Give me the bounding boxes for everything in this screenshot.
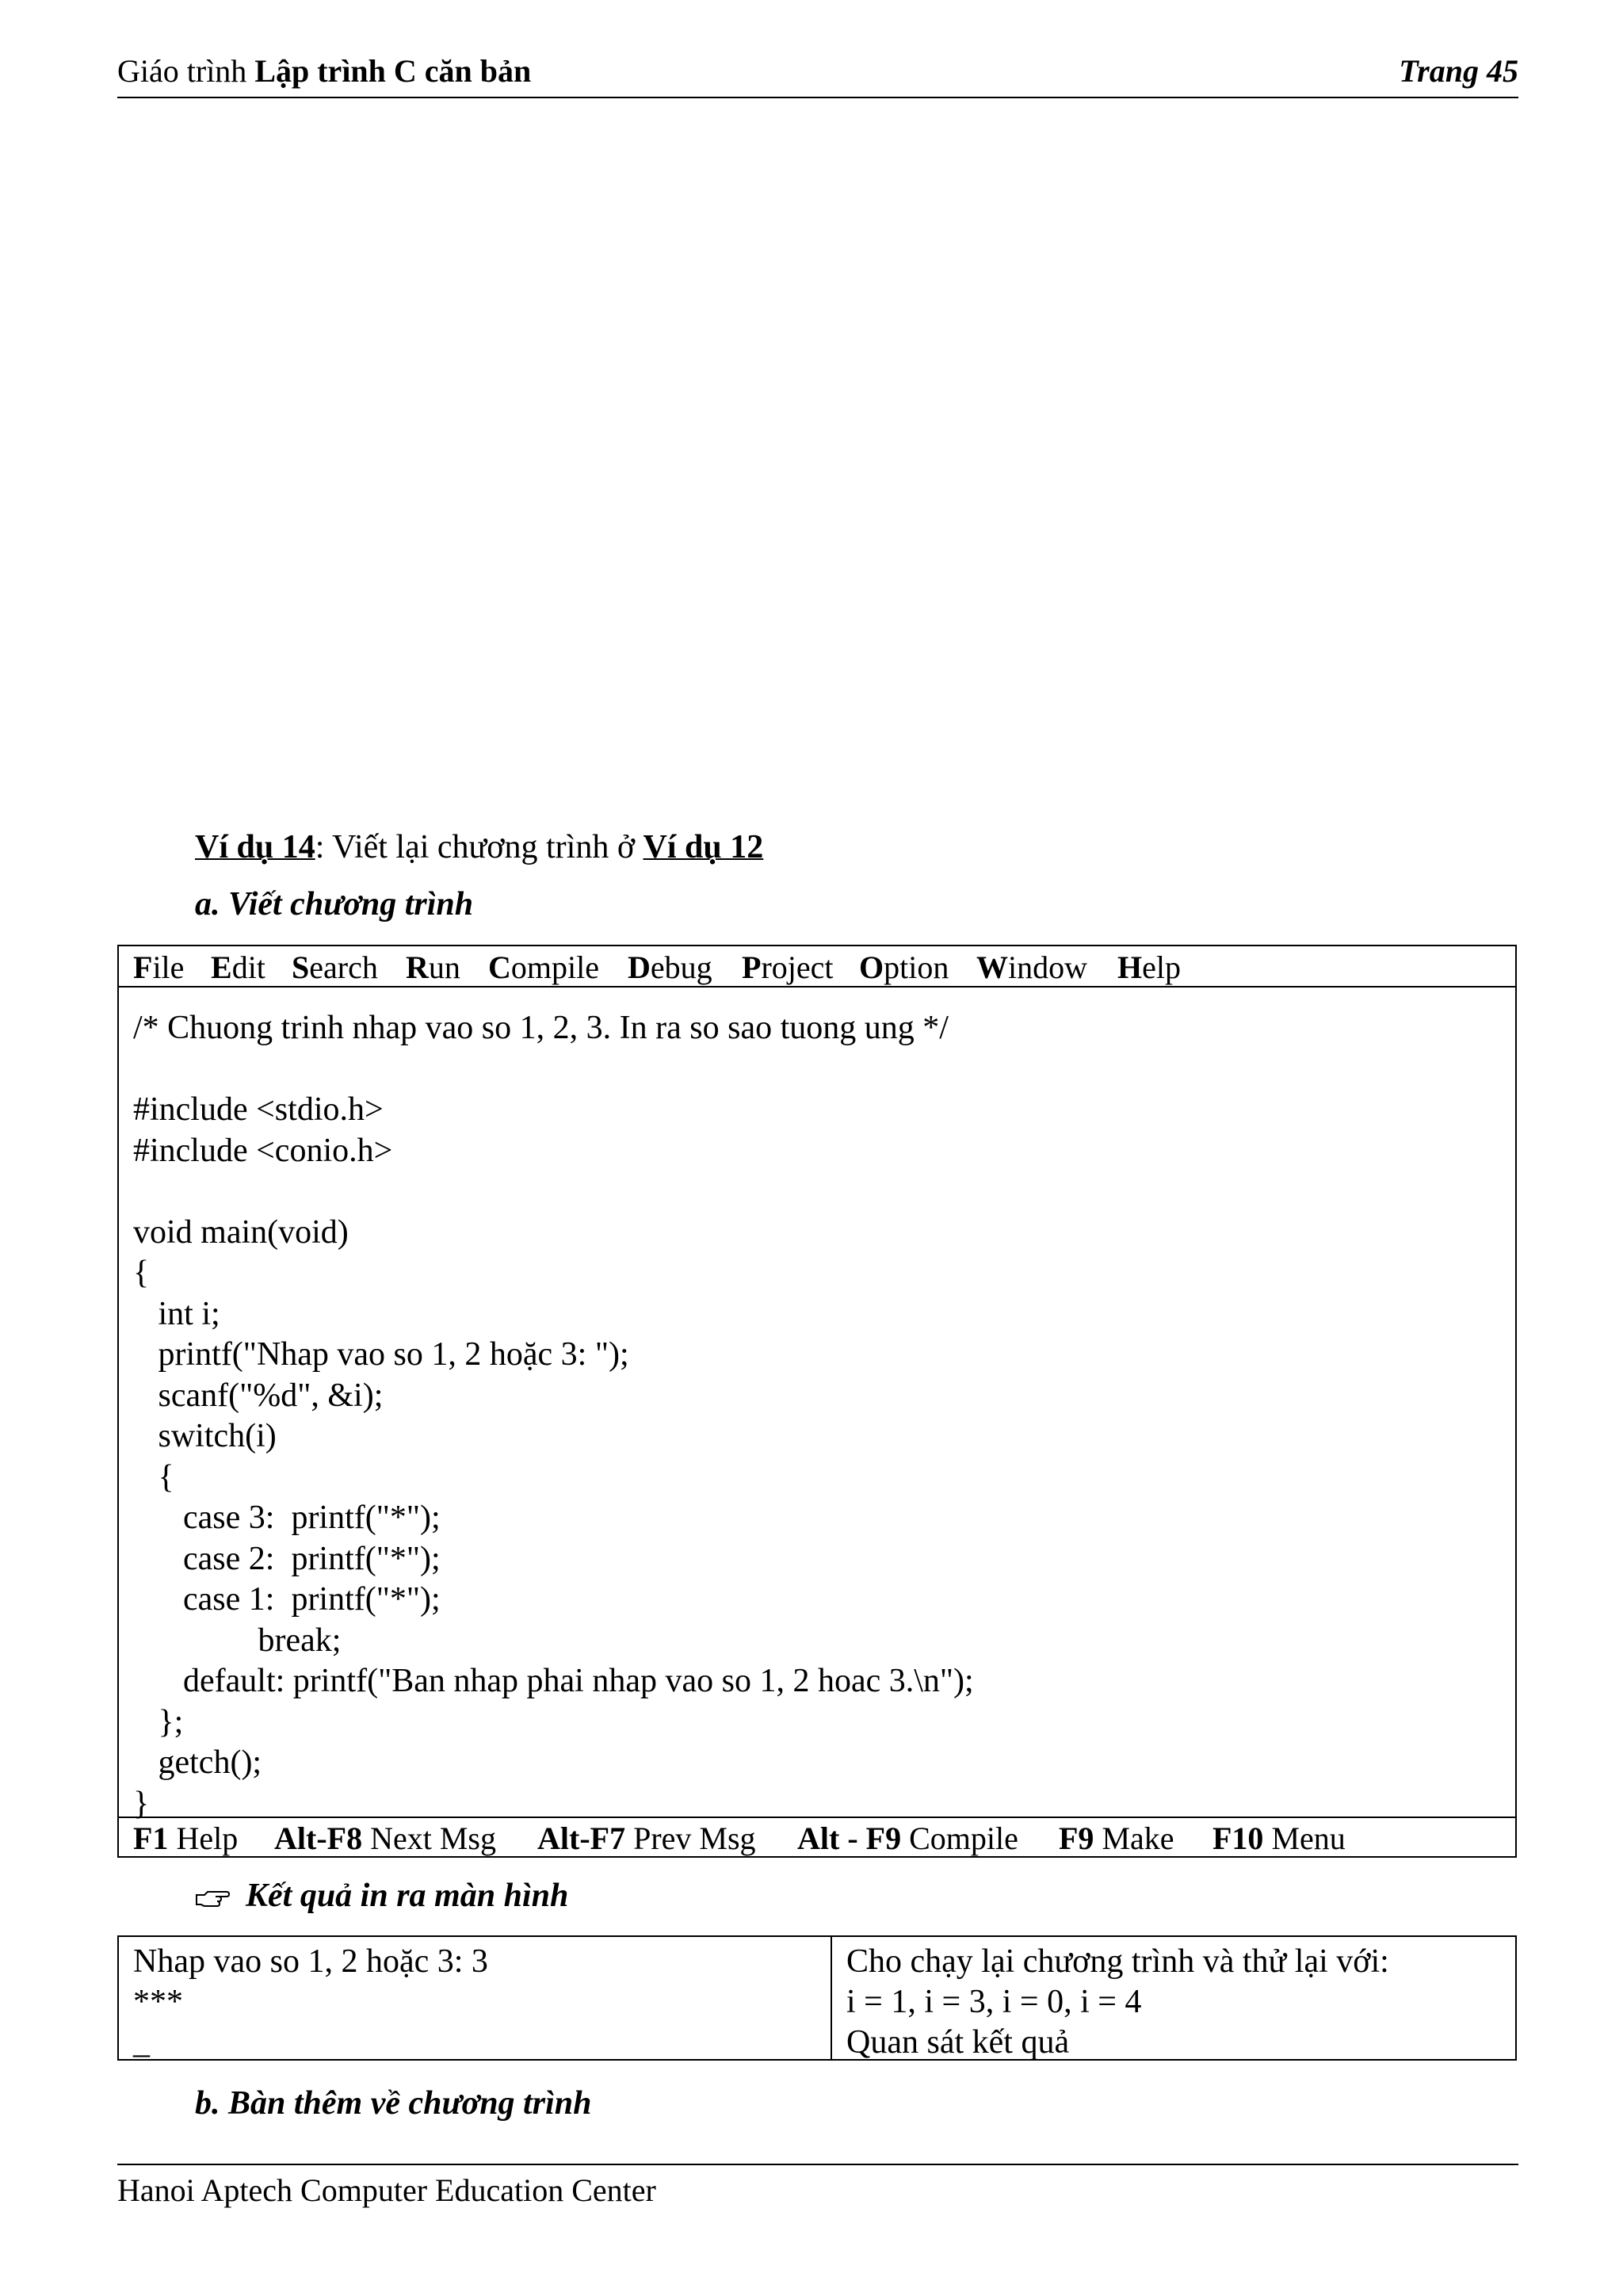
instruction-line: Quan sát kết quả xyxy=(846,2024,1070,2061)
status-next-msg[interactable] xyxy=(274,1820,496,1857)
menu-file-hotkey: F xyxy=(133,949,153,985)
menu-run-hotkey: R xyxy=(406,949,429,985)
menu-search-label: earch xyxy=(309,949,378,985)
code-editor[interactable] xyxy=(133,1008,974,1824)
code-line: scanf("%d", &i); xyxy=(133,1377,384,1414)
status-help-label: Help xyxy=(168,1820,239,1856)
menu-debug-hotkey: D xyxy=(628,949,651,985)
ide-window xyxy=(117,945,1517,1858)
menu-compile-hotkey: C xyxy=(488,949,511,985)
result-heading-line xyxy=(195,1877,568,1915)
menu-search-hotkey: S xyxy=(292,949,310,985)
code-line: break; xyxy=(133,1622,342,1659)
section-b-heading: b. Bàn thêm về chương trình xyxy=(195,2085,592,2122)
menu-edit[interactable] xyxy=(211,949,265,986)
code-line: { xyxy=(133,1458,174,1496)
menu-debug[interactable] xyxy=(628,949,712,986)
menu-help-label: elp xyxy=(1142,949,1181,985)
menu-help[interactable] xyxy=(1117,949,1181,986)
console-output-cell xyxy=(119,1937,832,2059)
status-menu-label: Menu xyxy=(1263,1820,1346,1856)
menu-run[interactable] xyxy=(406,949,460,986)
example-line xyxy=(195,828,763,866)
page-header xyxy=(117,49,1518,98)
page-footer: Hanoi Aptech Computer Education Center xyxy=(117,2164,1518,2209)
ide-status-bar xyxy=(119,1817,1515,1856)
status-help[interactable] xyxy=(133,1820,238,1857)
menu-help-hotkey: H xyxy=(1117,949,1143,985)
menu-option-label: ption xyxy=(884,949,949,985)
book-title xyxy=(117,52,531,90)
menu-project-label: roject xyxy=(761,949,834,985)
code-line: void main(void) xyxy=(133,1213,349,1251)
status-compile-key: Alt - F9 xyxy=(797,1820,902,1856)
console-cursor: _ xyxy=(133,2024,150,2061)
book-title-prefix: Giáo trình xyxy=(117,53,255,89)
example-description: : Viết lại chương trình ở xyxy=(315,829,643,865)
code-line: default: printf("Ban nhap phai nhap vao so 1, 2 hoac 3.\n"); xyxy=(133,1663,974,1699)
status-compile-label: Compile xyxy=(901,1820,1018,1856)
result-heading: Kết quả in ra màn hình xyxy=(246,1878,569,1914)
ide-menu-bar xyxy=(119,946,1515,988)
menu-option-hotkey: O xyxy=(859,949,884,985)
menu-compile-label: ompile xyxy=(510,949,599,985)
menu-window[interactable] xyxy=(976,949,1087,986)
status-make-label: Make xyxy=(1094,1820,1174,1856)
code-line: #include <stdio.h> xyxy=(133,1091,384,1128)
example-label: Ví dụ 14 xyxy=(195,829,315,865)
console-line: *** xyxy=(133,1984,183,2020)
menu-debug-label: ebug xyxy=(650,949,712,985)
instruction-line: Cho chạy lại chương trình và thử lại với: xyxy=(846,1943,1389,1980)
code-line: case 2: printf("*"); xyxy=(133,1540,441,1577)
status-next-msg-label: Next Msg xyxy=(362,1820,496,1856)
status-make-key: F9 xyxy=(1059,1820,1094,1856)
status-prev-msg[interactable] xyxy=(537,1820,756,1857)
code-line: switch(i) xyxy=(133,1418,277,1454)
example-reference: Ví dụ 12 xyxy=(643,829,764,865)
menu-project-hotkey: P xyxy=(742,949,762,985)
instruction-line: i = 1, i = 3, i = 0, i = 4 xyxy=(846,1984,1142,2020)
status-compile[interactable] xyxy=(797,1820,1018,1857)
status-menu[interactable] xyxy=(1212,1820,1346,1857)
code-line: }; xyxy=(133,1703,184,1740)
status-menu-key: F10 xyxy=(1212,1820,1264,1856)
code-line: getch(); xyxy=(133,1744,262,1781)
code-line: } xyxy=(133,1785,150,1822)
status-help-key: F1 xyxy=(133,1820,169,1856)
menu-file[interactable] xyxy=(133,949,184,986)
pointing-hand-icon xyxy=(195,1887,230,1909)
menu-edit-label: dit xyxy=(231,949,265,985)
code-line: printf("Nhap vao so 1, 2 hoặc 3: "); xyxy=(133,1336,629,1373)
page-number: Trang 45 xyxy=(1399,53,1518,89)
code-line xyxy=(133,1049,974,1091)
code-line: case 1: printf("*"); xyxy=(133,1581,441,1618)
menu-project[interactable] xyxy=(742,949,834,986)
console-line: Nhap vao so 1, 2 hoặc 3: 3 xyxy=(133,1943,488,1980)
status-next-msg-key: Alt-F8 xyxy=(274,1820,363,1856)
code-line: int i; xyxy=(133,1295,220,1332)
code-line: #include <conio.h> xyxy=(133,1132,393,1169)
menu-window-label: indow xyxy=(1008,949,1087,985)
menu-search[interactable] xyxy=(292,949,378,986)
code-line: /* Chuong trinh nhap vao so 1, 2, 3. In ra so sao tuong ung */ xyxy=(133,1010,949,1046)
book-title-bold: Lập trình C căn bản xyxy=(254,53,532,89)
status-prev-msg-key: Alt-F7 xyxy=(537,1820,626,1856)
menu-file-label: ile xyxy=(152,949,185,985)
menu-window-hotkey: W xyxy=(976,949,1008,985)
menu-option[interactable] xyxy=(859,949,949,986)
section-a-heading: a. Viết chương trình xyxy=(195,886,474,923)
code-line xyxy=(133,1171,974,1213)
status-prev-msg-label: Prev Msg xyxy=(625,1820,756,1856)
output-table xyxy=(117,1935,1517,2061)
menu-run-label: un xyxy=(428,949,460,985)
instruction-cell xyxy=(832,1937,1515,2069)
menu-edit-hotkey: E xyxy=(211,949,232,985)
code-line: case 3: printf("*"); xyxy=(133,1499,441,1536)
menu-compile[interactable] xyxy=(488,949,599,986)
status-make[interactable] xyxy=(1059,1820,1174,1857)
code-line: { xyxy=(133,1255,150,1291)
